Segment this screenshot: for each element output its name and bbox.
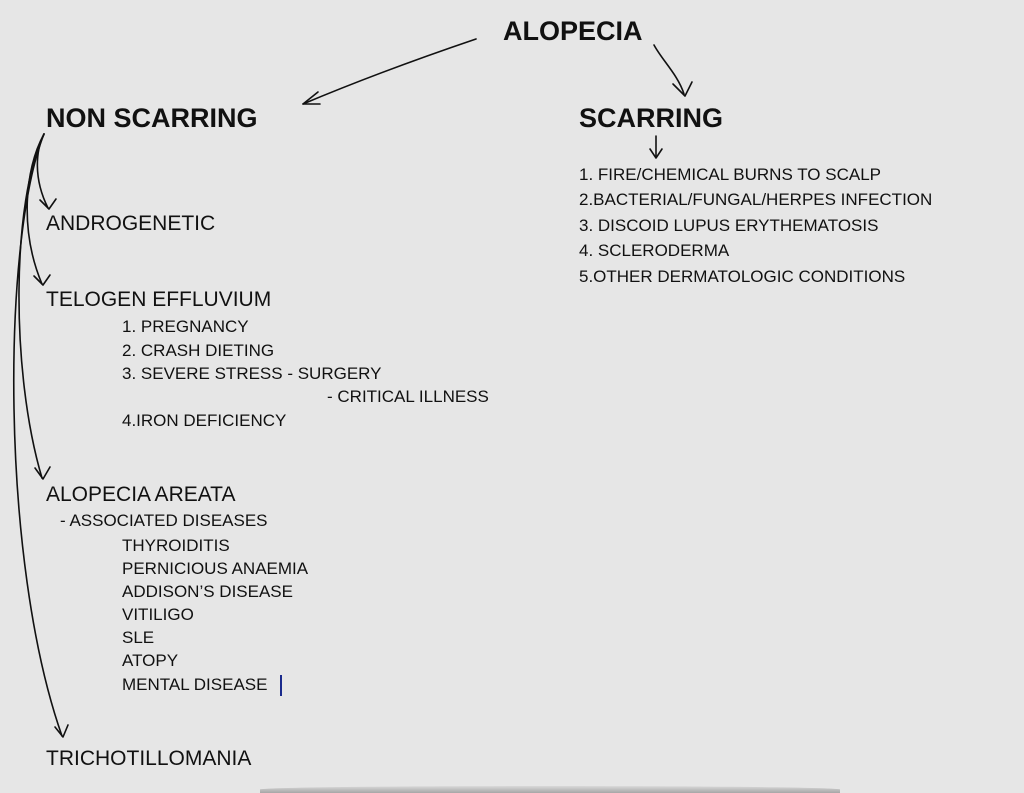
arrowhead-telogen [34,275,50,285]
arrowhead-scarring [673,82,692,96]
arrowhead-trichotillomania [55,725,68,737]
diagram-title: ALOPECIA [503,16,643,46]
associated-diseases-label: - ASSOCIATED DISEASES [60,511,268,530]
arrow-to-areata [19,134,44,478]
bottom-shadow [260,786,840,793]
telogen-item: 3. SEVERE STRESS - SURGERY [122,364,382,383]
arrow-to-telogen [27,134,44,284]
arrow-to-non-scarring [303,39,476,104]
arrowhead-androgenetic [40,199,56,209]
arrowhead-scarring-list [650,149,662,158]
telogen-item: 2. CRASH DIETING [122,341,275,360]
associated-disease: ATOPY [122,651,179,670]
telogen-item: - CRITICAL ILLNESS [327,387,489,406]
androgenetic-label: ANDROGENETIC [46,212,216,235]
associated-disease: MENTAL DISEASE [122,675,268,694]
associated-disease: THYROIDITIS [122,536,230,555]
arrowhead-areata [35,467,50,479]
arrowhead-non-scarring [303,92,320,104]
scarring-item: 2.BACTERIAL/FUNGAL/HERPES INFECTION [579,190,933,209]
alopecia-areata-label: ALOPECIA AREATA [46,483,236,506]
scarring-item: 1. FIRE/CHEMICAL BURNS TO SCALP [579,165,881,184]
telogen-effluvium-label: TELOGEN EFFLUVIUM [46,288,272,311]
scarring-item: 3. DISCOID LUPUS ERYTHEMATOSIS [579,216,879,235]
associated-disease: ADDISON’S DISEASE [122,582,293,601]
non-scarring-heading: NON SCARRING [46,103,258,133]
arrow-to-scarring [654,45,684,94]
scarring-item: 4. SCLERODERMA [579,241,730,260]
associated-disease: SLE [122,628,155,647]
associated-disease: PERNICIOUS ANAEMIA [122,559,309,578]
trichotillomania-label: TRICHOTILLOMANIA [46,747,252,770]
telogen-item: 4.IRON DEFICIENCY [122,411,287,430]
text-cursor [280,675,282,696]
scarring-heading: SCARRING [579,103,724,133]
telogen-item: 1. PREGNANCY [122,317,249,336]
arrow-to-androgenetic [37,134,48,208]
associated-disease: VITILIGO [122,605,194,624]
scarring-item: 5.OTHER DERMATOLOGIC CONDITIONS [579,267,906,286]
